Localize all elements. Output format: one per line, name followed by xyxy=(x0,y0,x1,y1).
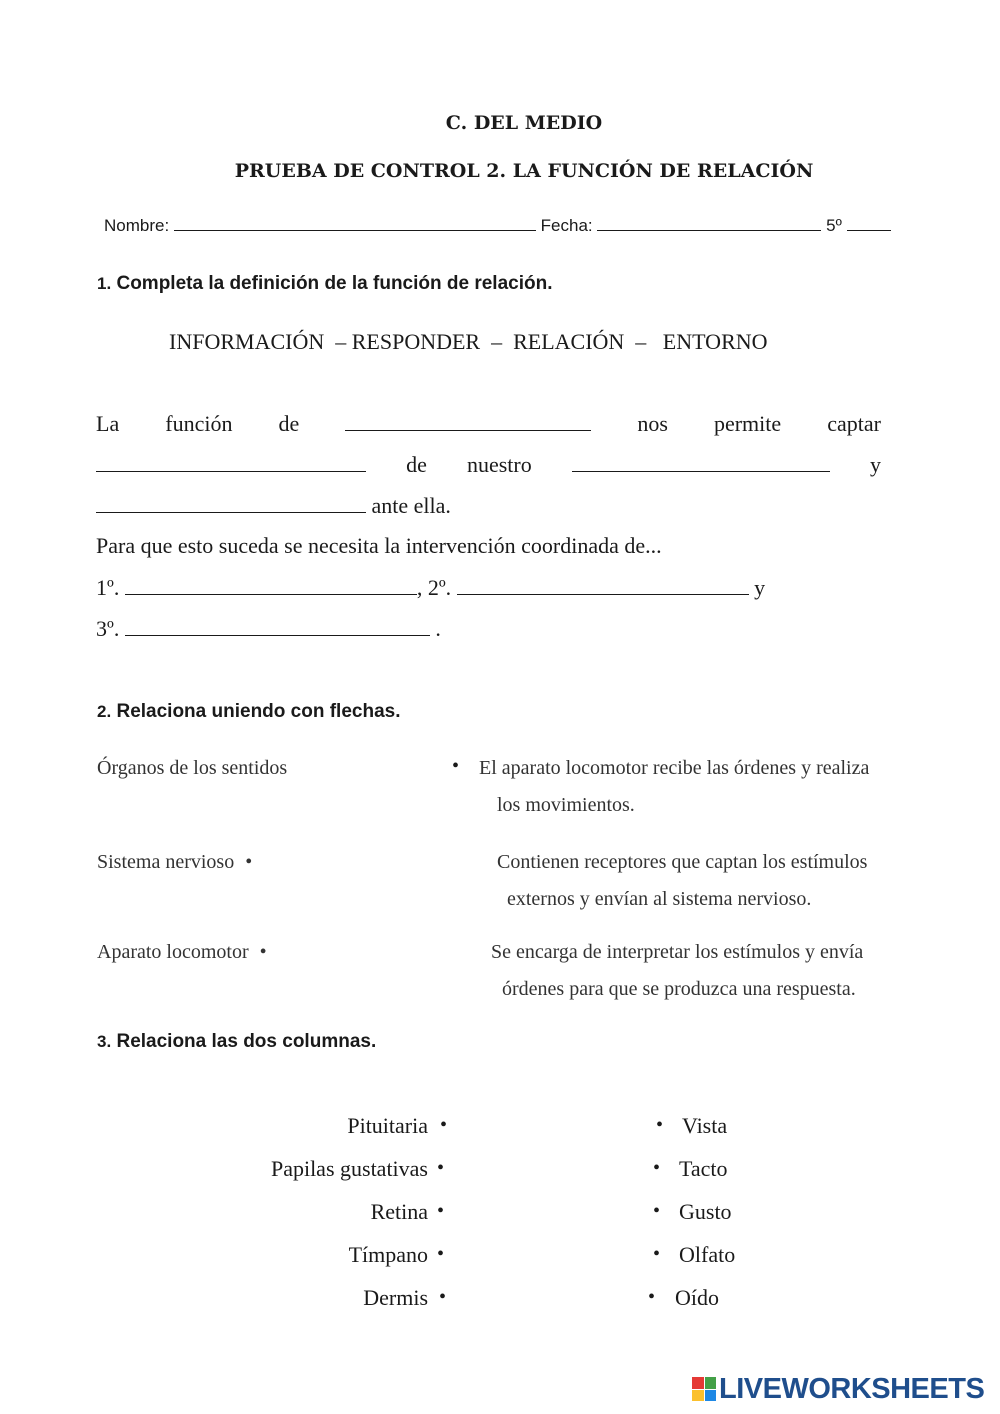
q3-left-dot[interactable]: • xyxy=(440,1114,448,1136)
q3-left-item: Dermis xyxy=(363,1285,428,1310)
word: y xyxy=(869,452,881,477)
word: nuestro xyxy=(466,452,532,477)
q3-right-dot[interactable]: • xyxy=(653,1200,661,1222)
q1-title: Completa la definición de la función de relación. xyxy=(116,273,553,294)
q1-blank-7[interactable] xyxy=(125,615,430,636)
q3-number: 3. xyxy=(97,1032,112,1051)
q3-left-item: Pituitaria xyxy=(347,1113,428,1138)
q3-right-item: Tacto xyxy=(679,1156,728,1181)
word: La xyxy=(96,411,120,436)
subject-title: C. DEL MEDIO xyxy=(445,112,603,134)
name-field[interactable] xyxy=(174,216,536,231)
q2-title: Relaciona uniendo con flechas. xyxy=(116,701,401,722)
q2-right-item xyxy=(479,757,869,817)
q1-line-5 xyxy=(96,574,765,601)
word: de xyxy=(406,452,427,477)
q3-left-dot[interactable]: • xyxy=(437,1243,445,1265)
q1-line-3 xyxy=(96,492,451,519)
word: función xyxy=(165,411,233,436)
q2-left-dot[interactable]: • xyxy=(245,851,253,873)
name-label: Nombre: xyxy=(104,216,170,235)
q3-right-item: Olfato xyxy=(679,1242,736,1267)
line-text: ante ella. xyxy=(371,493,451,518)
word: permite xyxy=(713,411,782,436)
logo-mark-icon xyxy=(692,1377,716,1401)
q1-line-1 xyxy=(96,410,881,437)
q3-right-item: Oído xyxy=(675,1285,719,1310)
q2-right-line: Contienen receptores que captan los estímulos xyxy=(497,851,868,873)
q1-blank-1[interactable] xyxy=(345,410,591,431)
q2-right-line: Se encarga de interpretar los estímulos y envía xyxy=(491,941,864,963)
q3-right-dot[interactable]: • xyxy=(656,1114,664,1136)
q2-left-item xyxy=(97,941,267,964)
q1-blank-5[interactable] xyxy=(125,574,417,595)
q1-blank-4[interactable] xyxy=(96,492,366,513)
q2-right-line: órdenes para que se produzca una respuesta. xyxy=(502,978,856,1000)
q2-right-dot[interactable]: • xyxy=(452,755,460,777)
test-title: PRUEBA DE CONTROL 2. LA FUNCIÓN DE RELACIÓN xyxy=(234,160,814,182)
word: nos xyxy=(637,411,668,436)
q2-left-item xyxy=(97,851,252,874)
grade-field[interactable] xyxy=(847,216,891,231)
q3-right-dot[interactable]: • xyxy=(653,1243,661,1265)
q1-word-bank: INFORMACIÓN – RESPONDER – RELACIÓN – ENTORNO xyxy=(169,329,768,354)
q3-right-dot[interactable]: • xyxy=(653,1157,661,1179)
ordinal-1: 1º. xyxy=(96,575,120,600)
q3-right-item: Gusto xyxy=(679,1199,732,1224)
logo-square xyxy=(692,1390,704,1402)
logo-text: LIVEWORKSHEETS xyxy=(719,1372,985,1405)
q3-left-item: Papilas gustativas xyxy=(270,1156,428,1181)
q3-left-item: Tímpano xyxy=(348,1242,428,1267)
q2-left-dot[interactable]: • xyxy=(259,941,267,963)
liveworksheets-logo[interactable] xyxy=(692,1372,984,1406)
word: de xyxy=(278,411,300,436)
logo-square xyxy=(705,1390,717,1402)
word: captar xyxy=(827,411,881,436)
q1-line-4: Para que esto suceda se necesita la intervención coordinada de... xyxy=(96,533,662,558)
q2-right-item xyxy=(497,851,867,911)
q3-left-dot[interactable]: • xyxy=(439,1286,447,1308)
q2-number: 2. xyxy=(97,702,112,721)
logo-square xyxy=(692,1377,704,1389)
line-text: y xyxy=(754,575,766,600)
q2-right-line: los movimientos. xyxy=(497,794,635,816)
q2-left-item: Órganos de los sentidos xyxy=(97,757,288,779)
q3-left-dot[interactable]: • xyxy=(437,1200,445,1222)
ordinal-3: 3º. xyxy=(96,616,120,641)
q1-number: 1. xyxy=(97,274,112,293)
q1-blank-6[interactable] xyxy=(457,574,749,595)
ordinal-2: , 2º. xyxy=(416,575,452,600)
q2-right-line: El aparato locomotor recibe las órdenes y realiza xyxy=(479,757,870,779)
q3-heading xyxy=(97,1031,376,1053)
q3-left-item: Retina xyxy=(370,1199,428,1224)
q1-line-2 xyxy=(96,451,881,478)
student-info-line xyxy=(104,216,891,236)
q1-blank-3[interactable] xyxy=(572,451,830,472)
grade-label: 5º xyxy=(826,216,842,235)
q2-right-line: externos y envían al sistema nervioso. xyxy=(507,888,812,910)
date-field[interactable] xyxy=(597,216,821,231)
q1-heading xyxy=(97,273,553,295)
q3-title: Relaciona las dos columnas. xyxy=(116,1031,377,1052)
q2-right-item xyxy=(491,941,863,1001)
q2-left-label: Sistema nervioso xyxy=(97,851,235,873)
q2-heading xyxy=(97,701,400,723)
line-text: . xyxy=(435,616,441,641)
q2-left-label: Aparato locomotor xyxy=(97,941,249,963)
date-label: Fecha: xyxy=(540,216,593,235)
q3-right-item: Vista xyxy=(682,1113,728,1138)
q1-line-6 xyxy=(96,615,441,642)
logo-square xyxy=(705,1377,717,1389)
q3-right-dot[interactable]: • xyxy=(648,1286,656,1308)
q3-left-dot[interactable]: • xyxy=(437,1157,445,1179)
q1-blank-2[interactable] xyxy=(96,451,366,472)
